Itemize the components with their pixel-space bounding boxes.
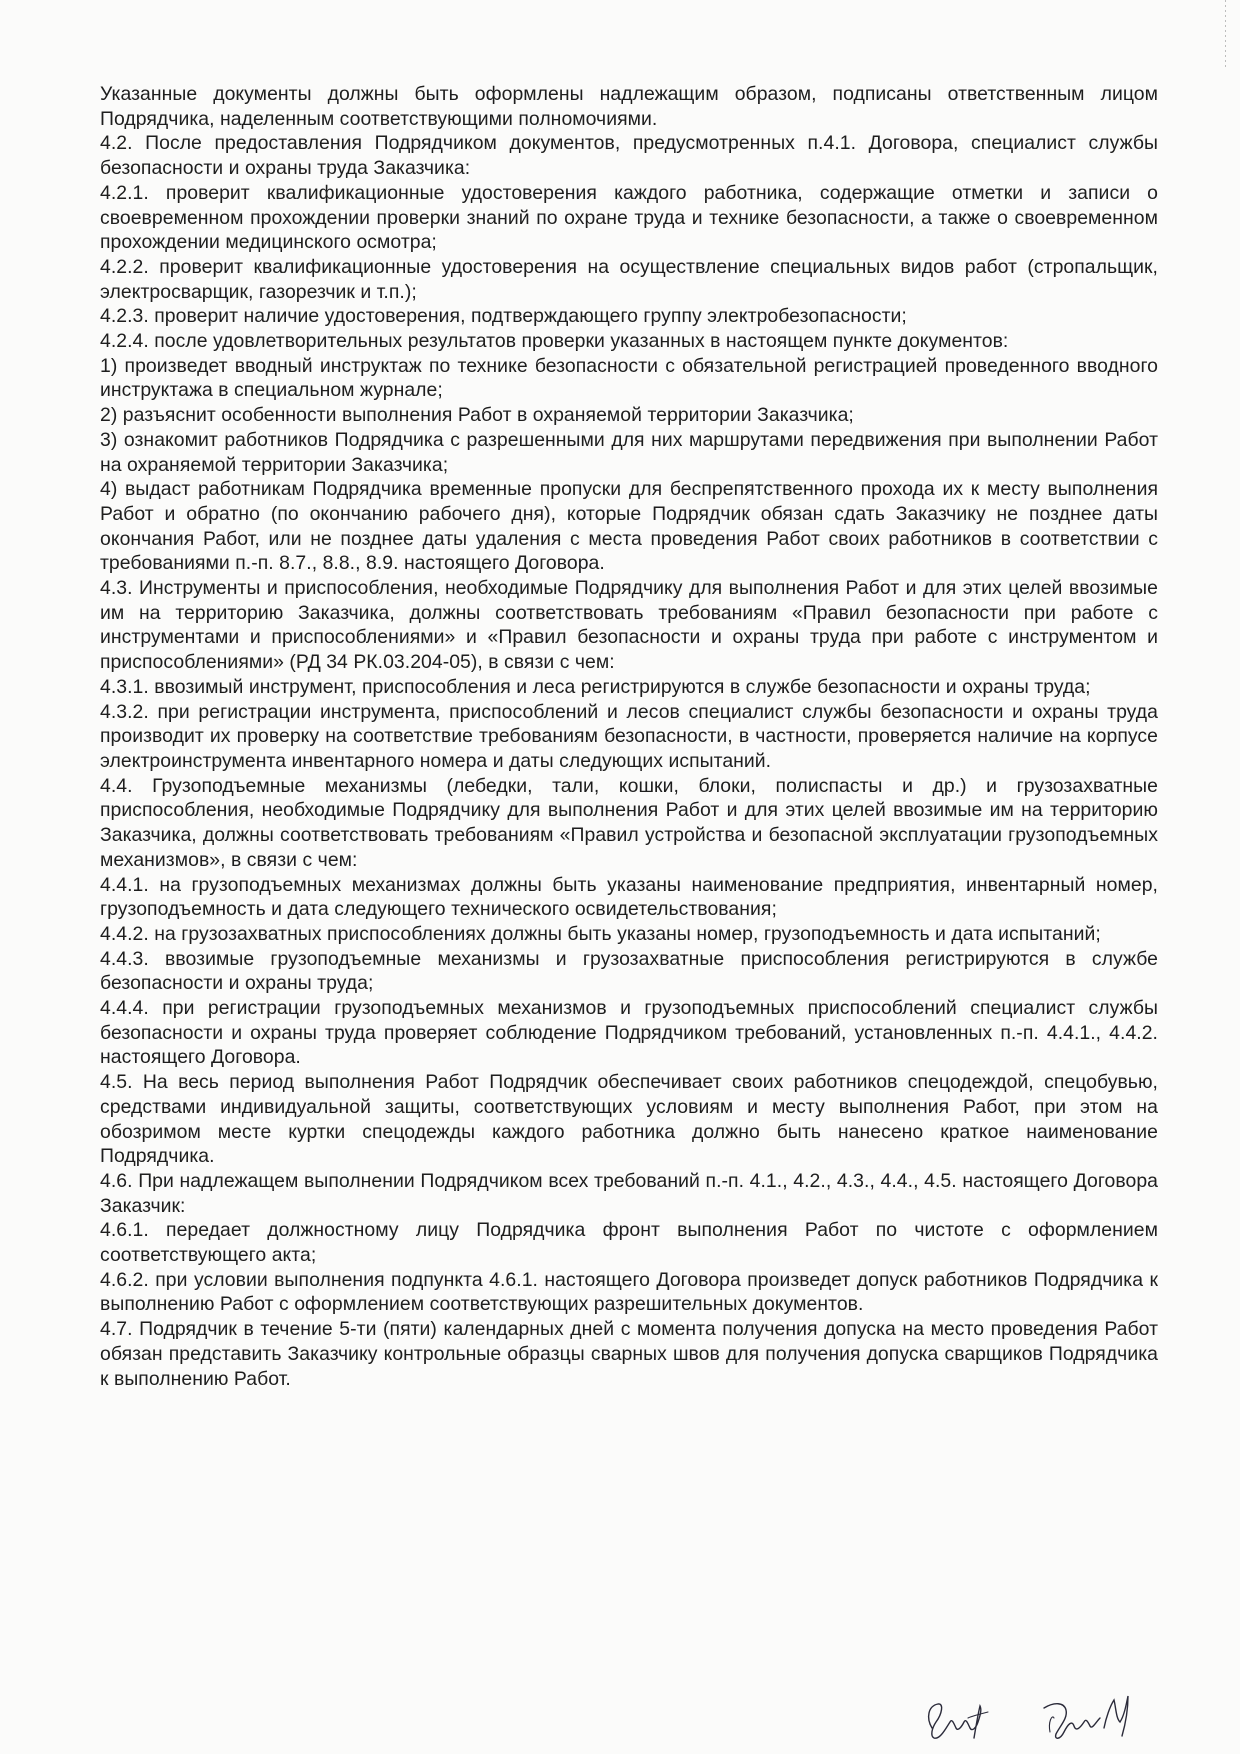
paragraph-4-2: 4.2. После предоставления Подрядчиком документов, предусмотренных п.4.1. Договора, специалист службы безопасности и охраны труда Заказчика: (100, 132, 1158, 180)
paragraph-4-3-2: 4.3.2. при регистрации инструмента, приспособлений и лесов специалист службы безопасности и охраны труда производит их проверку на соответствие требованиям безопасности, в частности, проверяется наличие на корпусе электроинструмента инвентарного номера и даты следующих испытаний. (100, 700, 1158, 772)
paragraph-4-2-1: 4.2.1. проверит квалификационные удостоверения каждого работника, содержащие отметки и записи о своевременном прохождении проверки знаний по охране труда и технике безопасности, а также о своевременном прохождении медицинского осмотра; (100, 181, 1158, 254)
paragraph-item-1: 1) произведет вводный инструктаж по технике безопасности с обязательной регистрацией проведенного вводного инструктажа в специальном журнале; (100, 354, 1158, 402)
signature-1-drawing (918, 1688, 1008, 1744)
paragraph-item-3: 3) ознакомит работников Подрядчика с разрешенными для них маршрутами передвижения при выполнении Работ на охраняемой территории Заказчика; (100, 428, 1158, 476)
paragraph-item-4: 4) выдаст работникам Подрядчика временные пропуски для беспрепятственного прохода их к месту выполнения Работ и обратно (по окончанию рабочего дня), которые Подрядчик обязан сдать Заказчику не позднее даты окончания Работ, или не позднее даты удаления с места проведения Работ своих работников в соответствии с требованиями п.-п. 8.7., 8.8., 8.9. настоящего Договора. (100, 478, 1158, 575)
paragraph-4-7: 4.7. Подрядчик в течение 5-ти (пяти) календарных дней с момента получения допуска на место проведения Работ обязан представить Заказчику контрольные образцы сварных швов для получения допуска сварщиков Подрядчика к выполнению Работ. (100, 1318, 1158, 1390)
paragraph-4-4: 4.4. Грузоподъемные механизмы (лебедки, тали, кошки, блоки, полиспасты и др.) и грузозахватные приспособления, необходимые Подрядчику для выполнения Работ и для этих целей ввозимые им на территорию Заказчика, должны соответствовать требованиям «Правил устройства и безопасной эксплуатации грузоподъемных механизмов», в связи с чем: (100, 774, 1158, 871)
signature-1 (918, 1688, 1008, 1744)
paragraph-4-4-2: 4.4.2. на грузозахватных приспособлениях должны быть указаны номер, грузоподъемность и дата испытаний; (100, 922, 1101, 945)
paragraph-4-4-4: 4.4.4. при регистрации грузоподъемных механизмов и грузоподъемных приспособлений специалист службы безопасности и охраны труда проверяет соблюдение Подрядчиком требований, установленных п.-п. 4.4.1., 4.4.2. настоящего Договора. (100, 997, 1158, 1069)
paragraph-4-6-2: 4.6.2. при условии выполнения подпункта 4.6.1. настоящего Договора произведет допуск работников Подрядчика к выполнению Работ с оформлением соответствующих разрешительных документов. (100, 1268, 1158, 1316)
signature-2-drawing (1030, 1688, 1140, 1744)
paragraph-4-6-1: 4.6.1. передает должностному лицу Подрядчика фронт выполнения Работ по чистоте с оформлением соответствующего акта; (100, 1219, 1158, 1267)
scan-edge-mark-drawing (1224, 0, 1227, 70)
paragraph-4-3: 4.3. Инструменты и приспособления, необходимые Подрядчику для выполнения Работ и для этих целей ввозимые им на территорию Заказчика, должны соответствовать требованиям «Правил безопасности при работе с инструментами и приспособлениями» и «Правил безопасности и охраны труда при работе с инструментом и приспособлениями» (РД 34 РК.03.204-05), в связи с чем: (100, 577, 1158, 674)
paragraph-4-6: 4.6. При надлежащем выполнении Подрядчиком всех требований п.-п. 4.1., 4.2., 4.3., 4.4., 4.5. настоящего Договора Заказчик: (100, 1169, 1158, 1217)
signature-2 (1030, 1688, 1140, 1744)
paragraph-4-2-4: 4.2.4. после удовлетворительных результатов проверки указанных в настоящем пункте документов: (100, 330, 1009, 353)
paragraph-intro: Указанные документы должны быть оформлены надлежащим образом, подписаны ответственным лицом Подрядчика, наделенным соответствующими полномочиями. (100, 83, 1158, 130)
paragraph-4-3-1: 4.3.1. ввозимый инструмент, приспособления и леса регистрируются в службе безопасности и охраны труда; (100, 675, 1091, 698)
paragraph-4-4-1: 4.4.1. на грузоподъемных механизмах должны быть указаны наименование предприятия, инвентарный номер, грузоподъемность и дата следующего технического освидетельствования; (100, 873, 1158, 921)
scan-edge-mark (1224, 0, 1227, 70)
paragraph-4-4-3: 4.4.3. ввозимые грузоподъемные механизмы и грузозахватные приспособления регистрируются в службе безопасности и охраны труда; (100, 947, 1158, 995)
paragraph-4-5: 4.5. На весь период выполнения Работ Подрядчик обеспечивает своих работников спецодеждой, спецобувью, средствами индивидуальной защиты, соответствующих условиям и месту выполнения Работ, при этом на обозримом месте куртки спецодежды каждого работника должно быть нанесено краткое наименование Подрядчика. (100, 1071, 1158, 1168)
paragraph-4-2-2: 4.2.2. проверит квалификационные удостоверения на осуществление специальных видов работ (стропальщик, электросварщик, газорезчик и т.п.); (100, 255, 1158, 303)
paragraph-item-2: 2) разъяснит особенности выполнения Работ в охраняемой территории Заказчика; (100, 404, 854, 427)
contract-text (100, 82, 1158, 1391)
paragraph-4-2-3: 4.2.3. проверит наличие удостоверения, подтверждающего группу электробезопасности; (100, 305, 907, 328)
